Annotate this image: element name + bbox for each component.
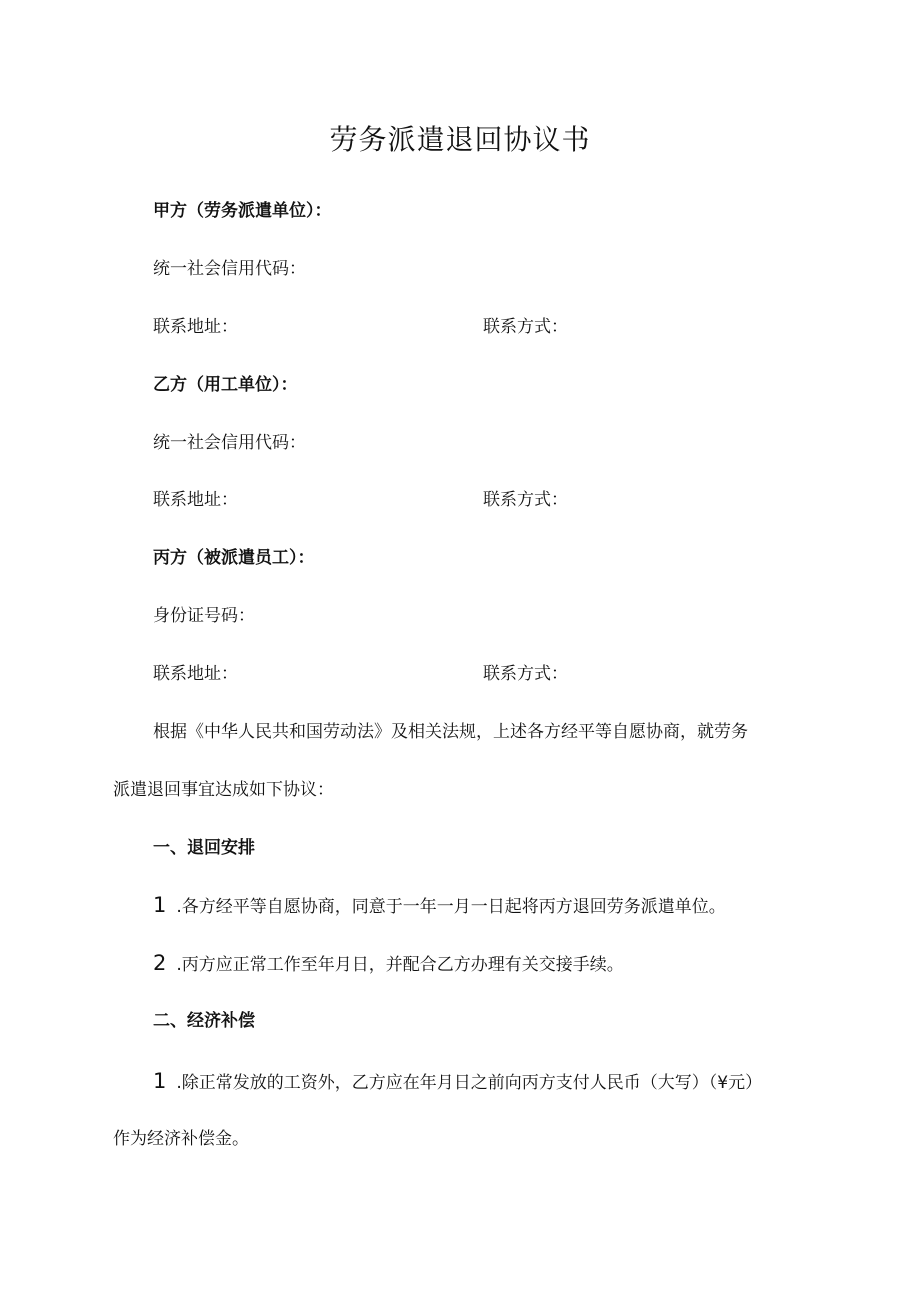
section-2-item-1-continuation: 作为经济补偿金。: [113, 1129, 249, 1149]
party-b-credit-code-label: 统一社会信用代码：: [153, 433, 306, 453]
section-1-item-1: [153, 892, 726, 920]
party-c-address-label: 联系地址：: [153, 664, 238, 684]
document-title: 劳务派遣退回协议书: [329, 123, 591, 156]
party-b-contact-label: 联系方式：: [483, 490, 568, 510]
item-text: .除正常发放的工资外，乙方应在年月日之前向丙方支付人民币（大写）（¥元）: [176, 1073, 763, 1093]
section-1-heading: 一、退回安排: [153, 838, 255, 858]
party-c-contact-label: 联系方式：: [483, 664, 568, 684]
intro-paragraph-line-2: 派遣退回事宜达成如下协议：: [113, 780, 334, 800]
section-2-item-1: [153, 1068, 762, 1096]
party-a-credit-code-label: 统一社会信用代码：: [153, 259, 306, 279]
party-a-address-label: 联系地址：: [153, 317, 238, 337]
party-c-id-number-label: 身份证号码：: [153, 606, 255, 626]
item-number: 1: [153, 893, 167, 917]
item-text: .丙方应正常工作至年月日，并配合乙方办理有关交接手续。: [176, 955, 624, 975]
item-number: 2: [153, 951, 167, 975]
party-c-heading: 丙方（被派遣员工）：: [153, 548, 315, 568]
party-a-heading: 甲方（劳务派遣单位）：: [153, 201, 332, 221]
party-a-contact-label: 联系方式：: [483, 317, 568, 337]
party-b-heading: 乙方（用工单位）：: [153, 375, 298, 395]
item-number: 1: [153, 1069, 167, 1093]
section-1-item-2: [153, 950, 624, 978]
item-text: .各方经平等自愿协商，同意于一年一月一日起将丙方退回劳务派遣单位。: [176, 897, 726, 917]
section-2-heading: 二、经济补偿: [153, 1011, 255, 1031]
intro-paragraph-line-1: 根据《中华人民共和国劳动法》及相关法规，上述各方经平等自愿协商，就劳务: [153, 722, 748, 742]
party-b-address-label: 联系地址：: [153, 490, 238, 510]
